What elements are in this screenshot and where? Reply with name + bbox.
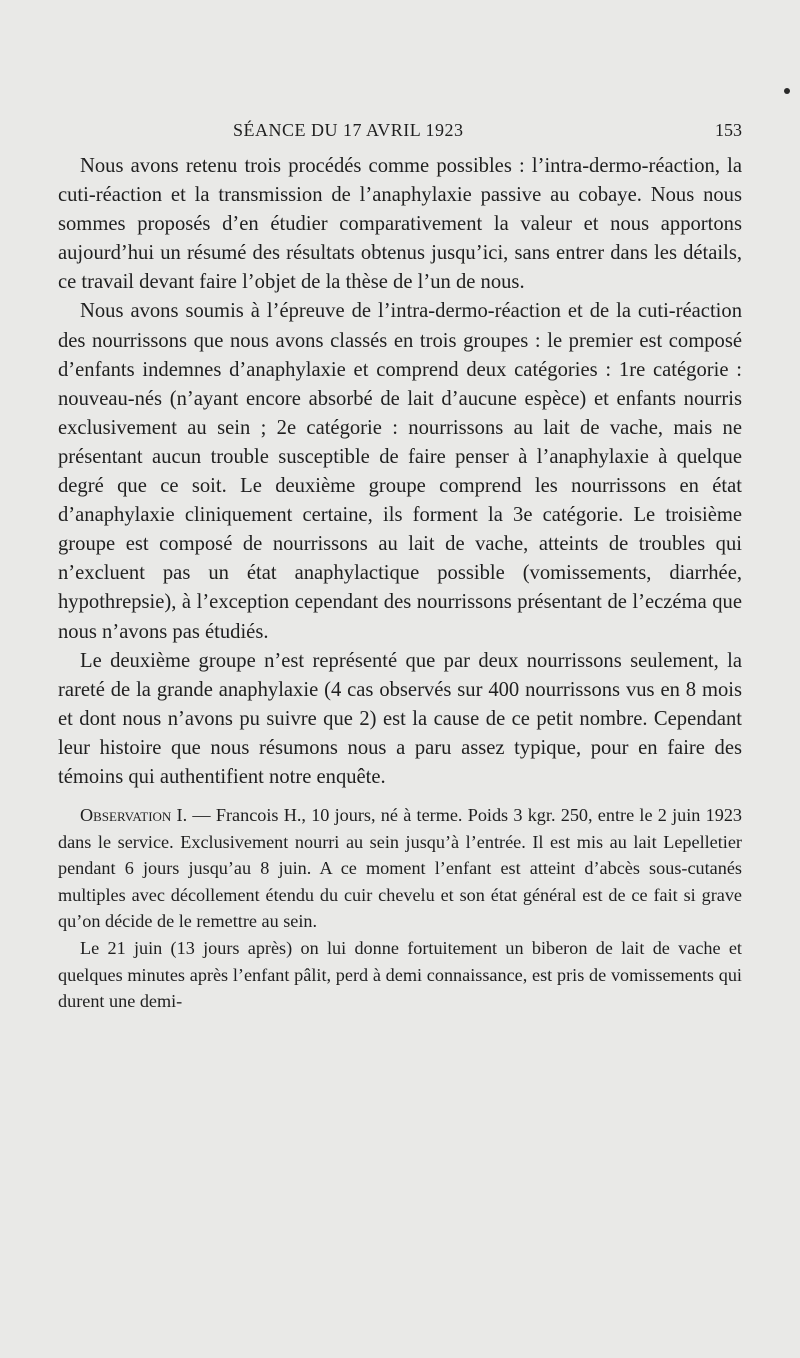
- observation-paragraph-1: [58, 802, 742, 935]
- paragraph-second-group: Le deuxième groupe n’est représenté que par deux nourrissons seulement, la rareté de la grande anaphylaxie (4 cas observés sur 400 nourrissons vus en 8 mois et dont nous n’avons pu suivre que 2) est la cause de ce petit nombre. Cependant leur histoire que nous résumons nous a paru assez typique, pour en faire des témoins qui authentifient notre enquête.: [58, 649, 742, 788]
- page-body: [58, 152, 742, 1015]
- paragraph-groups: Nous avons soumis à l’épreuve de l’intra-dermo-réaction et de la cuti-réaction des nourrissons que nous avons classés en trois groupes : le premier est composé d’enfants indemnes d’anaphylaxie et comprend deux catégories : 1re catégorie : nouveau-nés (n’ayant encore absorbé de lait d’aucune espèce) et enfants nourris exclusivement au sein ; 2e catégorie : nourrissons au lait de vache, mais ne présentant aucun trouble susceptible de faire penser à l’anaphylaxie à quelque degré que ce soit. Le deuxième groupe comprend les nourrissons en état d’anaphylaxie cliniquement certaine, ils forment la 3e catégorie. Le troisième groupe est composé de nourrissons au lait de vache, atteints de troubles qui n’excluent pas un état anaphylactique possible (vomissements, diarrhée, hypothrepsie), à l’exception cependant des nourrissons présentant de l’eczéma que nous n’avons pas étudiés.: [58, 300, 742, 643]
- running-title: SÉANCE DU 17 AVRIL 1923: [233, 120, 464, 140]
- observation-block: [58, 802, 742, 1015]
- main-text: [58, 152, 742, 792]
- paragraph-methods: Nous avons retenu trois procédés comme possibles : l’intra-dermo-réaction, la cuti-réaction et la transmission de l’anaphylaxie passive au cobaye. Nous nous sommes proposés d’en étudier comparativement la valeur et nous apportons aujourd’hui un résumé des résultats obtenus jusqu’ici, sans entrer dans les détails, ce travail devant faire l’objet de la thèse de l’un de nous.: [58, 155, 742, 294]
- running-header: [58, 118, 742, 148]
- page-speck: [784, 88, 790, 94]
- observation-paragraph-2: Le 21 juin (13 jours après) on lui donne fortuitement un biberon de lait de vache et quelques minutes après l’enfant pâlit, perd à demi connaissance, est pris de vomissements qui durent une demi-: [58, 938, 742, 1012]
- observation-text-1: — Francois H., 10 jours, né à terme. Poids 3 kgr. 250, entre le 2 juin 1923 dans le service. Exclusivement nourri au sein jusqu’à l’entrée. Il est mis au lait Lepelletier pendant 6 jours jusqu’au 8 juin. A ce moment l’enfant est atteint d’abcès sous-cutanés multiples avec décollement étendu du cuir chevelu et son état général est de ce fait si grave qu’on décide de le remettre au sein.: [58, 805, 743, 932]
- observation-label: Observation I.: [80, 805, 188, 826]
- page-number: 153: [715, 120, 742, 140]
